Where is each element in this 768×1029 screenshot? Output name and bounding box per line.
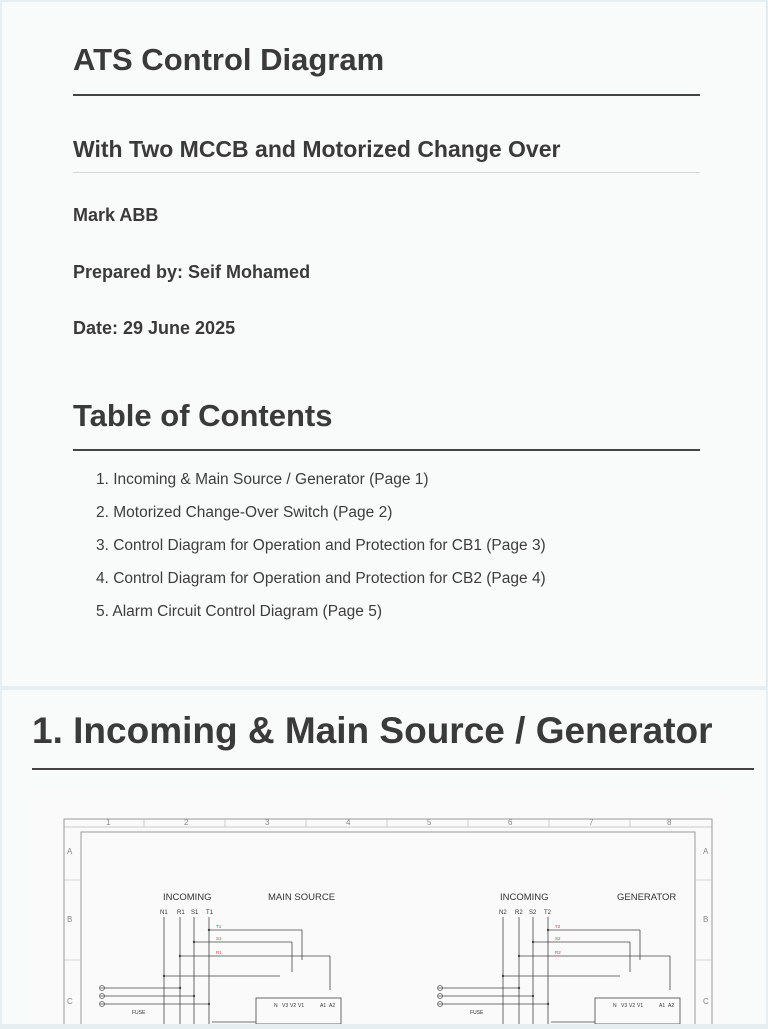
fuse-label: FUSE	[470, 1010, 484, 1016]
grid-col-number: 1	[106, 818, 111, 827]
toc-item[interactable]: 3. Control Diagram for Operation and Protection for CB1 (Page 3)	[96, 537, 546, 554]
wire-tag: S2	[555, 936, 561, 941]
grid-col-number: 4	[346, 818, 351, 827]
terminal-label: A1	[659, 1003, 666, 1009]
section-title: 1. Incoming & Main Source / Generator	[32, 710, 713, 751]
terminal-label: R1	[177, 910, 185, 916]
terminal-label: T1	[206, 910, 214, 916]
cover-page	[2, 2, 767, 686]
terminal-label: V1	[637, 1003, 644, 1009]
toc-item[interactable]: 2. Motorized Change-Over Switch (Page 2)	[96, 504, 393, 521]
toc-divider	[73, 449, 700, 451]
toc-item[interactable]: 4. Control Diagram for Operation and Protection for CB2 (Page 4)	[96, 570, 546, 587]
grid-col-number: 5	[427, 818, 432, 827]
terminal-label: N	[274, 1003, 278, 1009]
terminal-label: A2	[329, 1003, 336, 1009]
drawing-frame	[64, 819, 712, 1024]
section-page	[2, 690, 766, 1024]
toc-list	[96, 469, 546, 634]
terminal-label: V2	[290, 1003, 297, 1009]
section-divider	[32, 768, 754, 770]
grid-col-number: 6	[508, 818, 513, 827]
main-source-block	[100, 892, 342, 1024]
terminal-label: V2	[629, 1003, 636, 1009]
toc-item[interactable]: 1. Incoming & Main Source / Generator (Page 1)	[96, 471, 429, 488]
toc-heading: Table of Contents	[73, 398, 333, 433]
terminal-label: V1	[298, 1003, 305, 1009]
terminal-label: N	[613, 1003, 617, 1009]
main-source-label: MAIN SOURCE	[268, 892, 336, 903]
grid-row-letter: A	[67, 847, 73, 856]
grid-row-letter: C	[67, 997, 73, 1006]
wire-tag: R1	[216, 950, 222, 955]
drawing-inner-frame	[81, 832, 695, 1024]
document-title: ATS Control Diagram	[73, 42, 385, 77]
incoming-label: INCOMING	[500, 892, 549, 903]
terminal-label: A1	[320, 1003, 327, 1009]
grid-col-number: 7	[589, 818, 594, 827]
generator-label: GENERATOR	[617, 892, 677, 903]
terminal-label: N1	[160, 910, 168, 916]
grid-row-letter: C	[703, 997, 709, 1006]
toc-item[interactable]: 5. Alarm Circuit Control Diagram (Page 5)	[96, 603, 382, 620]
grid-row-letter: B	[703, 915, 709, 924]
document-subtitle: With Two MCCB and Motorized Change Over	[73, 136, 561, 162]
mark-label: Mark ABB	[73, 205, 159, 225]
wire-tag: T2	[555, 924, 561, 929]
wire-tag: T1	[216, 924, 222, 929]
generator-block	[438, 892, 681, 1024]
title-divider	[73, 94, 700, 96]
terminal-label: A2	[668, 1003, 675, 1009]
terminal-label: N2	[499, 910, 507, 916]
wire-tag: R2	[555, 950, 561, 955]
grid-col-number: 8	[667, 818, 672, 827]
terminal-label: V3	[621, 1003, 628, 1009]
subtitle-divider	[73, 172, 700, 173]
grid-row-letter: A	[703, 847, 709, 856]
terminal-label: S2	[529, 910, 537, 916]
document-date: Date: 29 June 2025	[73, 318, 236, 338]
schematic-diagram	[30, 790, 732, 1024]
prepared-by: Prepared by: Seif Mohamed	[73, 262, 311, 282]
grid-col-number: 2	[184, 818, 189, 827]
fuse-label: FUSE	[132, 1010, 146, 1016]
terminal-label: V3	[282, 1003, 289, 1009]
grid-row-letter: B	[67, 915, 73, 924]
terminal-label: R2	[515, 910, 523, 916]
incoming-label: INCOMING	[163, 892, 212, 903]
wire-tag: S1	[216, 936, 222, 941]
grid-col-number: 3	[265, 818, 270, 827]
terminal-label: T2	[544, 910, 552, 916]
schematic-figure	[30, 790, 732, 1024]
terminal-label: S1	[191, 910, 199, 916]
